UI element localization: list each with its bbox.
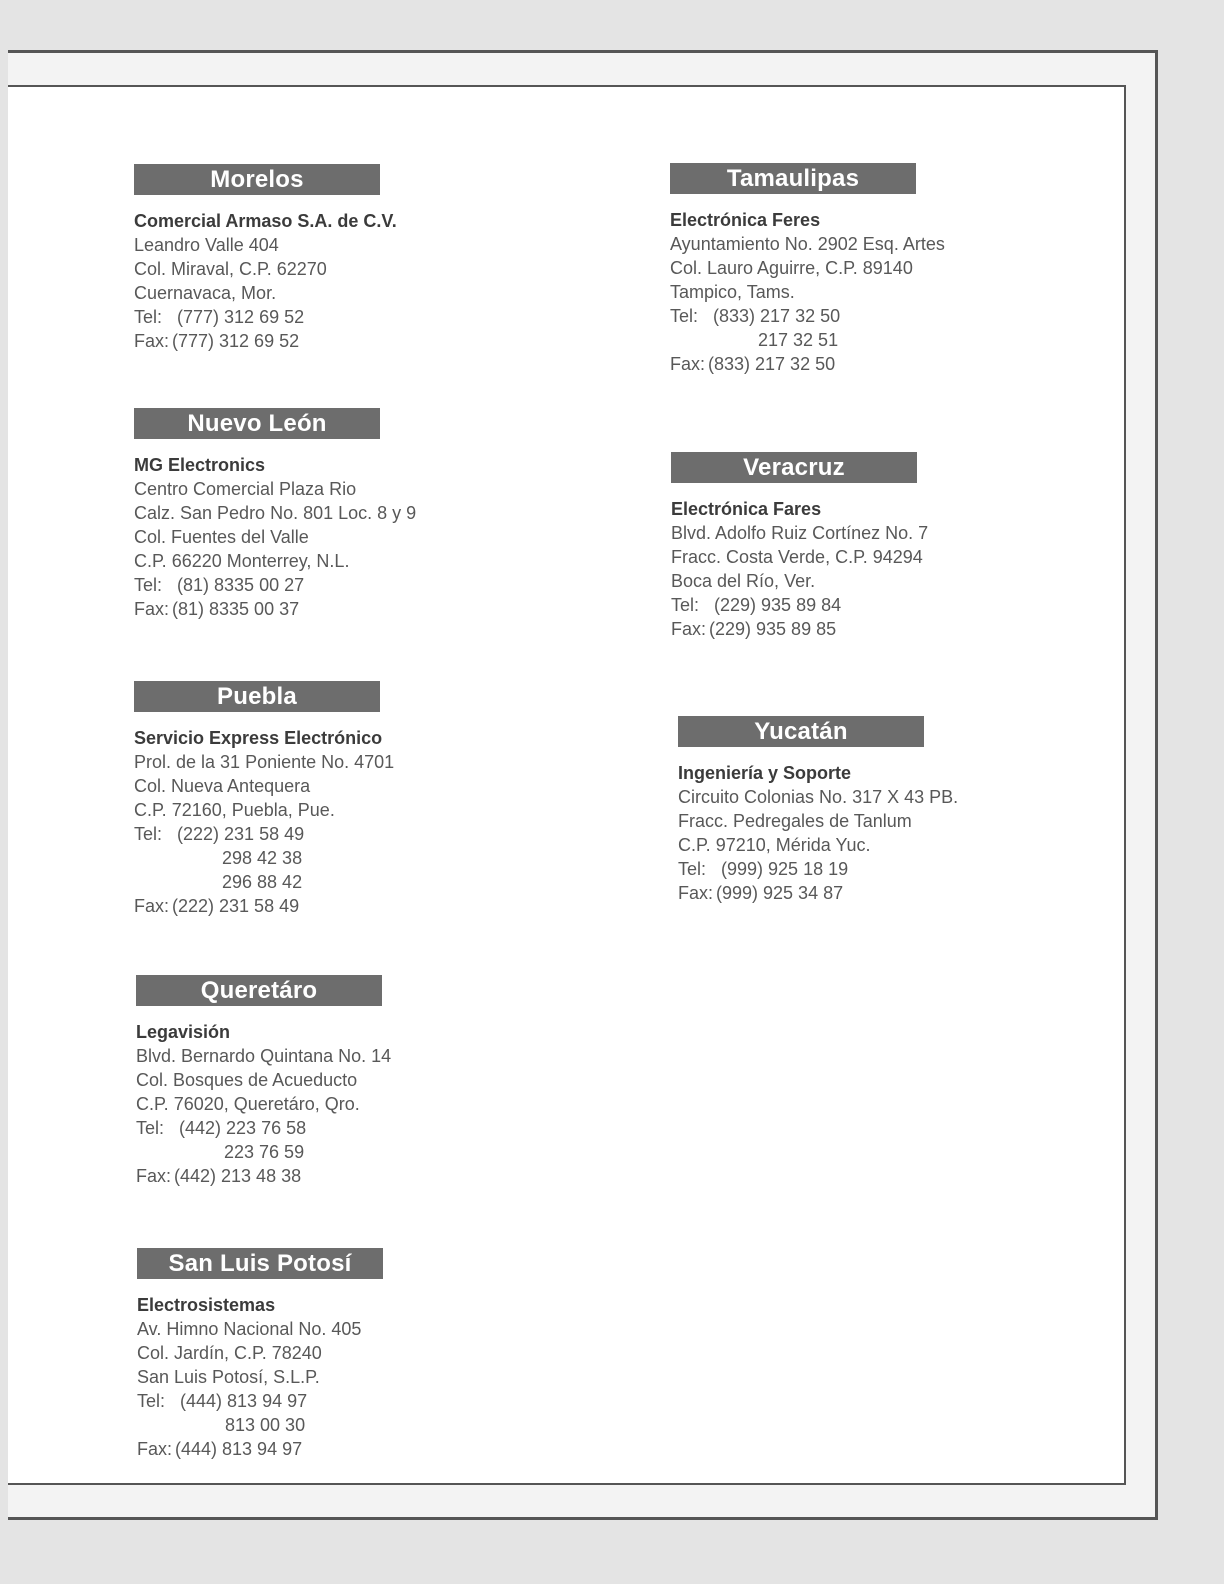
address-line: Blvd. Adolfo Ruiz Cortínez No. 7 bbox=[671, 523, 929, 543]
fax-label: Fax: bbox=[678, 883, 714, 903]
address-line: Ayuntamiento No. 2902 Esq. Artes bbox=[670, 234, 945, 254]
phone-number: (833) 217 32 50 bbox=[713, 306, 841, 326]
fax-number: (442) 213 48 38 bbox=[174, 1166, 302, 1186]
fax-number: (229) 935 89 85 bbox=[709, 619, 837, 639]
state-header: Yucatán bbox=[678, 716, 924, 747]
tel-label: Tel: bbox=[670, 306, 699, 326]
address-line: Fracc. Pedregales de Tanlum bbox=[678, 811, 912, 831]
address-line: C.P. 97210, Mérida Yuc. bbox=[678, 835, 871, 855]
phone-number: 217 32 51 bbox=[758, 330, 839, 350]
phone-line bbox=[137, 1389, 497, 1413]
fax-label: Fax: bbox=[137, 1439, 173, 1459]
company-name: MG Electronics bbox=[134, 455, 266, 475]
company-name: Electrónica Fares bbox=[671, 499, 822, 519]
address-line: Calz. San Pedro No. 801 Loc. 8 y 9 bbox=[134, 503, 417, 523]
phone-line-extra bbox=[134, 846, 494, 870]
tel-label: Tel: bbox=[134, 575, 163, 595]
phone-number: 296 88 42 bbox=[222, 872, 303, 892]
address-line: Col. Lauro Aguirre, C.P. 89140 bbox=[670, 258, 913, 278]
state-header: San Luis Potosí bbox=[137, 1248, 383, 1279]
phone-number: (81) 8335 00 27 bbox=[177, 575, 305, 595]
phone-line-extra bbox=[670, 328, 1030, 352]
address-line: Blvd. Bernardo Quintana No. 14 bbox=[136, 1046, 392, 1066]
address-line: Prol. de la 31 Poniente No. 4701 bbox=[134, 752, 395, 772]
tel-label: Tel: bbox=[678, 859, 707, 879]
state-header: Morelos bbox=[134, 164, 380, 195]
address-line: Col. Nueva Antequera bbox=[134, 776, 311, 796]
state-header: Queretáro bbox=[136, 975, 382, 1006]
fax-number: (777) 312 69 52 bbox=[172, 331, 300, 351]
phone-number: (444) 813 94 97 bbox=[180, 1391, 308, 1411]
company-name: Ingeniería y Soporte bbox=[678, 763, 852, 783]
address-line: Col. Jardín, C.P. 78240 bbox=[137, 1343, 322, 1363]
fax-label: Fax: bbox=[134, 599, 170, 619]
phone-number: (222) 231 58 49 bbox=[177, 824, 305, 844]
state-header: Tamaulipas bbox=[670, 163, 916, 194]
tel-label: Tel: bbox=[136, 1118, 165, 1138]
phone-line-extra bbox=[137, 1413, 497, 1437]
fax-line bbox=[671, 617, 1031, 641]
address-line: Boca del Río, Ver. bbox=[671, 571, 816, 591]
address-line: Col. Bosques de Acueducto bbox=[136, 1070, 358, 1090]
fax-line bbox=[134, 329, 494, 353]
address-line: Fracc. Costa Verde, C.P. 94294 bbox=[671, 547, 923, 567]
phone-number: 223 76 59 bbox=[224, 1142, 305, 1162]
fax-label: Fax: bbox=[134, 331, 170, 351]
phone-line bbox=[670, 304, 1030, 328]
fax-line bbox=[137, 1437, 497, 1461]
company-name: Servicio Express Electrónico bbox=[134, 728, 383, 748]
phone-number: (777) 312 69 52 bbox=[177, 307, 305, 327]
fax-label: Fax: bbox=[136, 1166, 172, 1186]
dealer-block-veracruz bbox=[671, 452, 1031, 641]
fax-number: (222) 231 58 49 bbox=[172, 896, 300, 916]
fax-label: Fax: bbox=[671, 619, 707, 639]
address-line: Centro Comercial Plaza Rio bbox=[134, 479, 357, 499]
phone-line bbox=[134, 305, 494, 329]
company-name: Legavisión bbox=[136, 1022, 231, 1042]
address-line: San Luis Potosí, S.L.P. bbox=[137, 1367, 320, 1387]
fax-line bbox=[136, 1164, 496, 1188]
phone-line bbox=[671, 593, 1031, 617]
dealer-block-nuevo-leon bbox=[134, 408, 494, 621]
address-line: Tampico, Tams. bbox=[670, 282, 795, 302]
fax-number: (444) 813 94 97 bbox=[175, 1439, 303, 1459]
phone-line-extra bbox=[134, 870, 494, 894]
state-header: Nuevo León bbox=[134, 408, 380, 439]
tel-label: Tel: bbox=[134, 824, 163, 844]
dealer-block-queretaro bbox=[136, 975, 496, 1188]
fax-line bbox=[134, 597, 494, 621]
dealer-block-morelos bbox=[134, 164, 494, 353]
company-name: Electrónica Feres bbox=[670, 210, 821, 230]
dealer-block-san-luis-potosi bbox=[137, 1248, 497, 1461]
address-line: C.P. 72160, Puebla, Pue. bbox=[134, 800, 335, 820]
phone-number: 813 00 30 bbox=[225, 1415, 306, 1435]
dealer-block-tamaulipas bbox=[670, 163, 1030, 376]
address-line: Av. Himno Nacional No. 405 bbox=[137, 1319, 362, 1339]
address-line: Col. Fuentes del Valle bbox=[134, 527, 309, 547]
phone-number: (229) 935 89 84 bbox=[714, 595, 842, 615]
tel-label: Tel: bbox=[137, 1391, 166, 1411]
phone-number: (442) 223 76 58 bbox=[179, 1118, 307, 1138]
fax-line bbox=[134, 894, 494, 918]
phone-number: 298 42 38 bbox=[222, 848, 303, 868]
phone-line bbox=[134, 573, 494, 597]
address-line: Circuito Colonias No. 317 X 43 PB. bbox=[678, 787, 959, 807]
tel-label: Tel: bbox=[134, 307, 163, 327]
state-header: Veracruz bbox=[671, 452, 917, 483]
fax-number: (81) 8335 00 37 bbox=[172, 599, 300, 619]
tel-label: Tel: bbox=[671, 595, 700, 615]
state-header: Puebla bbox=[134, 681, 380, 712]
phone-number: (999) 925 18 19 bbox=[721, 859, 849, 879]
address-line: Col. Miraval, C.P. 62270 bbox=[134, 259, 327, 279]
fax-number: (833) 217 32 50 bbox=[708, 354, 836, 374]
address-line: C.P. 76020, Queretáro, Qro. bbox=[136, 1094, 360, 1114]
fax-line bbox=[678, 881, 1038, 905]
address-line: C.P. 66220 Monterrey, N.L. bbox=[134, 551, 350, 571]
company-name: Comercial Armaso S.A. de C.V. bbox=[134, 211, 397, 231]
dealer-block-yucatan bbox=[678, 716, 1038, 905]
fax-label: Fax: bbox=[134, 896, 170, 916]
phone-line bbox=[136, 1116, 496, 1140]
address-line: Leandro Valle 404 bbox=[134, 235, 279, 255]
address-line: Cuernavaca, Mor. bbox=[134, 283, 277, 303]
fax-line bbox=[670, 352, 1030, 376]
company-name: Electrosistemas bbox=[137, 1295, 276, 1315]
phone-line-extra bbox=[136, 1140, 496, 1164]
phone-line bbox=[678, 857, 1038, 881]
fax-label: Fax: bbox=[670, 354, 706, 374]
dealer-block-puebla bbox=[134, 681, 494, 918]
fax-number: (999) 925 34 87 bbox=[716, 883, 844, 903]
phone-line bbox=[134, 822, 494, 846]
